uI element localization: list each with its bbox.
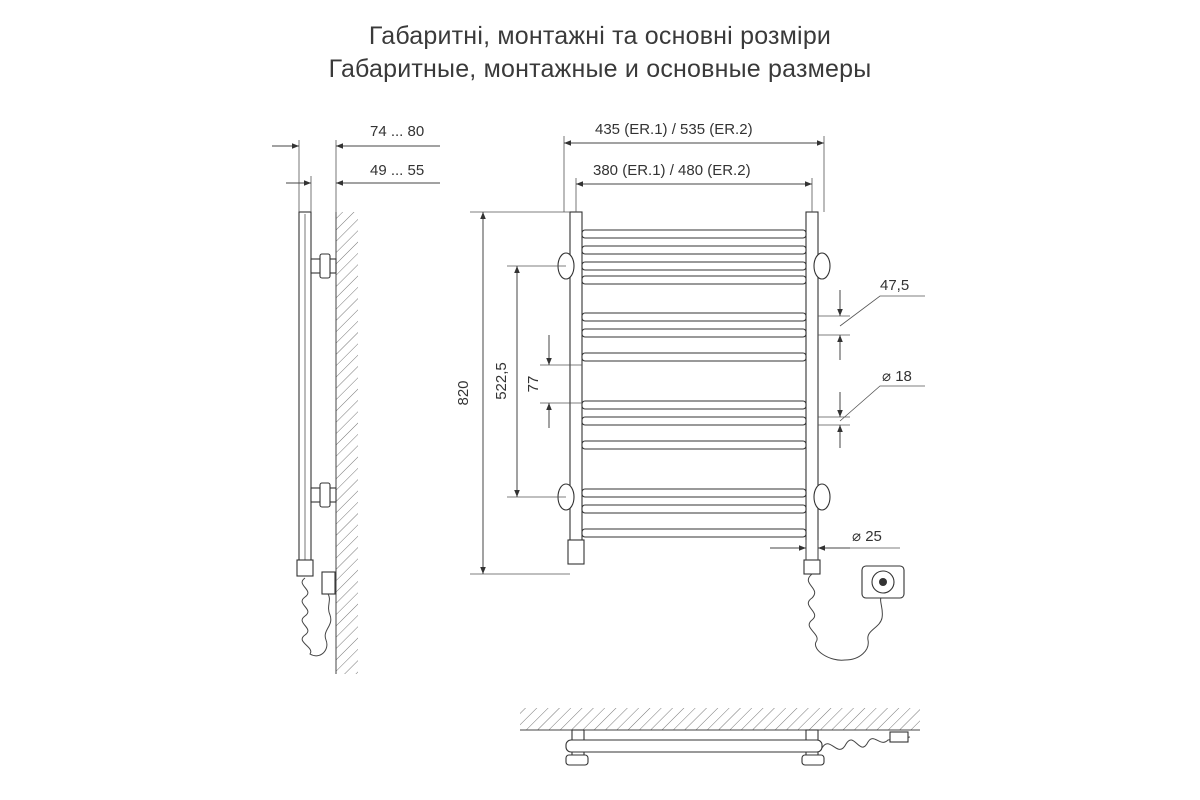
title-russian: Габаритные, монтажные и основные размеры	[328, 55, 872, 83]
dim-width-total: 435 (ER.1) / 535 (ER.2)	[595, 121, 753, 138]
heater-cap-side	[297, 560, 313, 576]
wall-hatch-side	[336, 212, 358, 674]
dim-rung-spacing: 47,5	[880, 277, 910, 294]
side-view	[272, 123, 440, 674]
front-view	[455, 121, 925, 660]
dim-rung-gap: 77	[525, 375, 542, 393]
dim-rung-diameter: ⌀ 18	[882, 368, 912, 385]
title-ukrainian: Габаритні, монтажні та основні розміри	[368, 22, 832, 50]
towel-rail-top	[566, 740, 822, 752]
wall-hatch-top	[520, 708, 920, 730]
top-view	[520, 708, 920, 765]
plug-side	[322, 572, 335, 594]
dim-depth-mount: 49 ... 55	[370, 162, 425, 179]
dim-depth-total: 74 ... 80	[370, 123, 425, 140]
dim-height-total: 820	[455, 380, 472, 406]
heater-cap-front	[568, 540, 584, 564]
dim-mount-spacing: 522,5	[493, 362, 510, 400]
dim-riser-diameter: ⌀ 25	[852, 528, 882, 545]
rungs	[582, 230, 806, 537]
dim-width-axis: 380 (ER.1) / 480 (ER.2)	[593, 162, 751, 179]
